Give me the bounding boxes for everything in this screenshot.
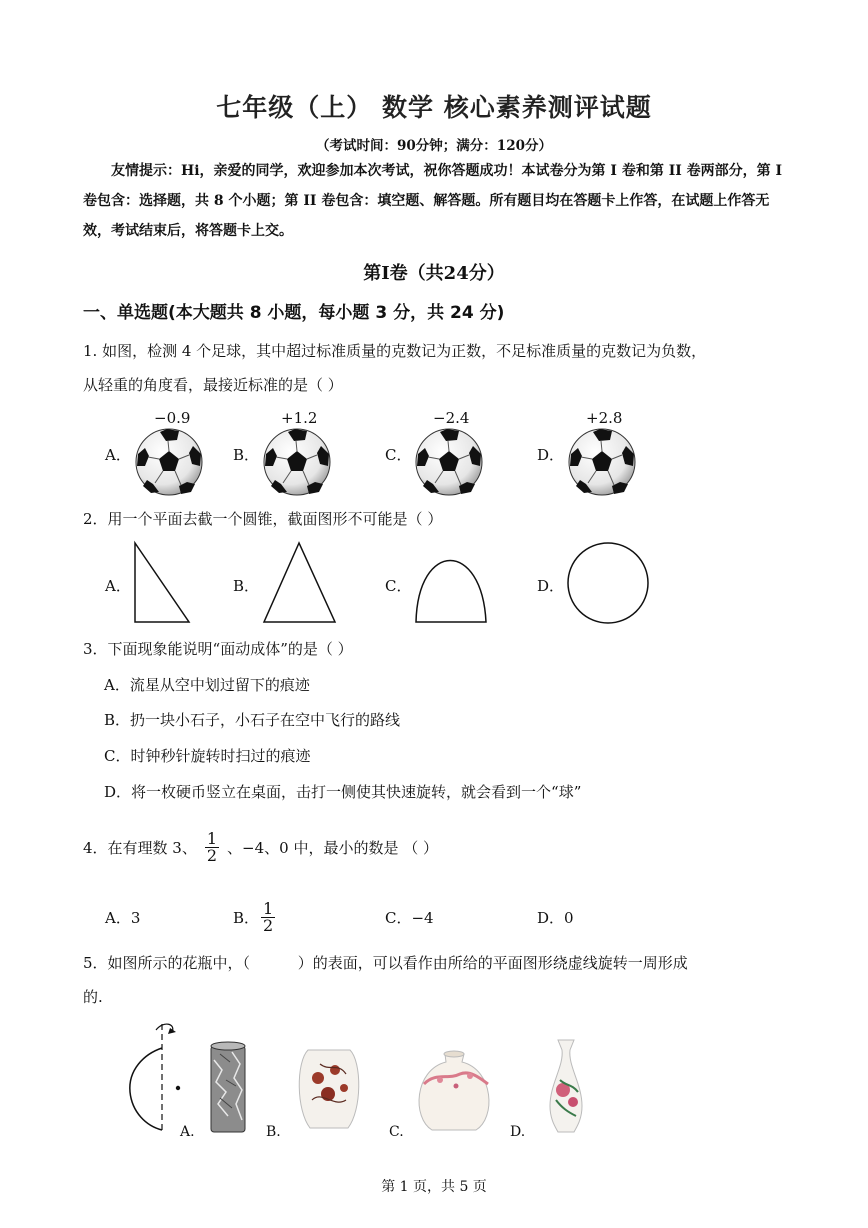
q2-option-c-label: C． [385, 577, 412, 595]
vase-d-tall [550, 1040, 582, 1132]
q4-option-d: D．0 [537, 909, 574, 927]
part-heading: 一、单选题(本大题共 8 小题，每小题 3 分，共 24 分) [83, 303, 505, 323]
q1-option-a-label: A． [105, 446, 131, 464]
q3-text: 3．下面现象能说明“面动成体”的是（ ） [83, 640, 353, 658]
soccer-ball-d [569, 429, 635, 495]
section-title: 第Ⅰ卷（共24分） [363, 263, 505, 284]
soccer-ball-a [136, 429, 202, 495]
q4-fraction-denominator: 2 [206, 845, 218, 865]
q4-fraction [205, 828, 219, 865]
q2-option-d-label: D． [537, 577, 565, 595]
q1-option-c-label: C． [385, 446, 412, 464]
q5-option-d-label: D. [510, 1124, 526, 1140]
q5-option-c-label: C. [389, 1124, 404, 1140]
q2-text: 2．用一个平面去截一个圆锥，截面图形不可能是（ ） [83, 510, 443, 528]
q4-suffix: 、−4、0 中，最小的数是 （ ） [227, 838, 439, 857]
q1-line1: 1. 如图，检测 4 个足球，其中超过标准质量的克数记为正数，不足标准质量的克数记为负数， [83, 342, 707, 360]
q4-option-b-denominator: 2 [263, 915, 274, 935]
page-footer: 第 1 页，共 5 页 [381, 1179, 487, 1195]
q2-option-a-label: A． [105, 577, 131, 595]
vase-a-cylinder [211, 1042, 245, 1132]
friendly-tips: 友情提示：Hi，亲爱的同学，欢迎参加本次考试，祝你答题成功！本试卷分为第 I 卷和第 II 卷两部分，第 I 卷包含：选择题，共 8 个小题；第 II 卷包含：填空题、解答题。所有题目均在答题卡上作答，在试题上作答无效，考试结束后，将答题卡上交。 [83, 163, 783, 239]
isosceles-triangle-shape [264, 543, 335, 622]
q4-stem [83, 824, 438, 870]
q3-option-d: D．将一枚硬币竖立在桌面，击打一侧使其快速旋转，就会看到一个“球” [104, 783, 582, 801]
q1-line2: 从轻重的角度看，最接近标准的是（ ） [83, 376, 343, 394]
q4-prefix: 4．在有理数 3、 [83, 838, 197, 857]
q4-option-c: C．−4 [385, 909, 434, 927]
vase-b-jar [299, 1050, 359, 1128]
q5-option-a-label: A. [180, 1124, 195, 1140]
q3-option-b: B．扔一块小石子，小石子在空中飞行的路线 [104, 711, 401, 729]
q4-option-a: A．3 [105, 909, 141, 927]
q3-option-a: A．流星从空中划过留下的痕迹 [104, 676, 310, 694]
q4-option-b-fraction [261, 898, 275, 935]
q4-option-b-numerator: 1 [263, 898, 274, 918]
q3-option-c: C．时钟秒针旋转时扫过的痕迹 [104, 747, 311, 765]
q1-option-a-value: −0.9 [154, 409, 191, 427]
q5-line1: 5．如图所示的花瓶中，（ ）的表面，可以看作由所给的平面图形绕虚线旋转一周形成 [83, 954, 688, 972]
q4-fraction-numerator: 1 [206, 828, 218, 848]
q1-option-b-label: B． [233, 446, 260, 464]
q2-option-b-label: B． [233, 577, 260, 595]
q4-option-b-label: B． [233, 908, 260, 927]
circle-shape [568, 543, 648, 623]
rotation-profile-figure [130, 1024, 180, 1132]
q5-option-b-label: B. [266, 1124, 281, 1140]
q1-option-d-value: +2.8 [586, 409, 623, 427]
q4-option-b [233, 894, 275, 940]
q5-line2: 的. [83, 988, 103, 1006]
q1-option-b-value: +1.2 [281, 409, 318, 427]
soccer-ball-b [264, 429, 330, 495]
right-triangle-shape [135, 543, 189, 622]
q1-option-d-label: D． [537, 446, 565, 464]
exam-title: 七年级（上） 数学 核心素养测评试题 [216, 93, 652, 122]
parabola-section-shape [416, 561, 486, 623]
vase-c-round [419, 1051, 489, 1130]
exam-subtitle: （考试时间：90分钟；满分：120分） [316, 138, 552, 154]
soccer-ball-c [416, 429, 482, 495]
q1-option-c-value: −2.4 [433, 409, 470, 427]
